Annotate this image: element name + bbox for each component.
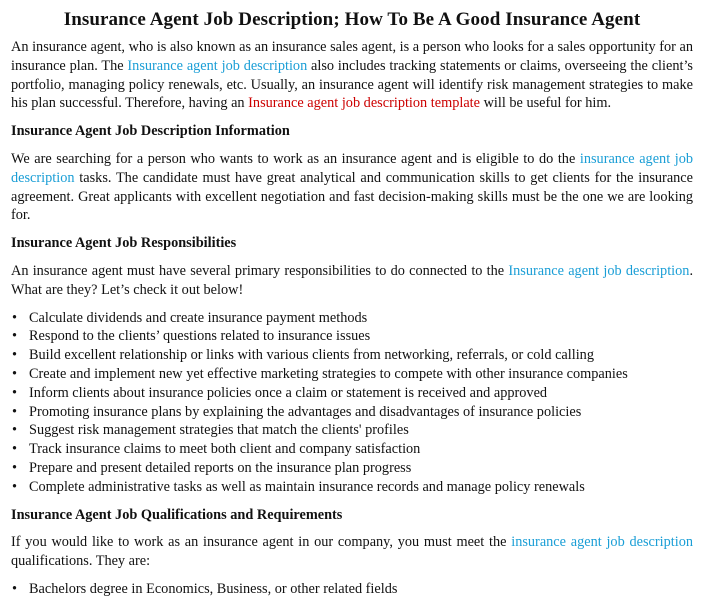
section-heading-information: Insurance Agent Job Description Information [11,123,290,140]
list-item: • Calculate dividends and create insurance payment methods [11,309,693,328]
intro-paragraph [11,38,693,113]
qualifications-text-2: qualifications. They are: [11,553,151,570]
list-item: • Complete administrative tasks as well as maintain insurance records and manage policy renewals [11,478,693,497]
intro-link-job-description[interactable]: Insurance agent job description [127,57,308,74]
information-text-1: We are searching for a person who wants to work as an insurance agent and is eligible to do the [11,150,580,167]
qualifications-paragraph [11,533,693,571]
list-item: • Build excellent relationship or links with various clients from networking, referrals, or cold calling [11,346,693,365]
list-item: • Inform clients about insurance policies once a claim or statement is received and approved [11,384,693,403]
intro-link-template[interactable]: Insurance agent job description template [248,95,480,112]
information-text-2: tasks. The candidate must have great analytical and communication skills to get clients for the insurance agreement. Great applicants with excellent negotiation and fast decision-making skills must be the one we are looking for. [11,169,693,224]
intro-text-2: also includes tracking statements or claims, overseeing the client’s portfolio, managing policy renewals, etc. Usually, an insurance agent will identify risk management strategies to make his plan successful. Therefore, having an [11,57,693,112]
section-heading-responsibilities: Insurance Agent Job Responsibilities [11,235,237,252]
spacer [11,141,693,150]
responsibilities-paragraph [11,262,693,300]
spacer [11,225,693,234]
list-item: • Promoting insurance plans by explaining the advantages and disadvantages of insurance policies [11,403,693,422]
qualifications-link[interactable]: insurance agent job description [511,534,693,551]
spacer [11,524,693,533]
list-item: • Suggest risk management strategies that match the clients' profiles [11,421,693,440]
list-item: • Respond to the clients’ questions related to insurance issues [11,327,693,346]
page-title: Insurance Agent Job Description; How To Be A Good Insurance Agent [63,9,641,30]
responsibilities-text-2: . What are they? Let’s check it out below! [11,262,694,298]
information-paragraph [11,150,693,225]
section-heading-qualifications: Insurance Agent Job Qualifications and Requirements [11,506,343,523]
spacer [11,497,693,506]
list-item: • Track insurance claims to meet both client and company satisfaction [11,440,693,459]
responsibilities-text-1: An insurance agent must have several primary responsibilities to do connected to the [11,262,509,279]
spacer [11,571,693,580]
list-item: • Create and implement new yet effective marketing strategies to compete with other insurance companies [11,365,693,384]
responsibilities-list [11,309,693,497]
spacer [11,113,693,122]
qualifications-list [11,580,693,599]
spacer [11,253,693,262]
list-item: • Bachelors degree in Economics, Business, or other related fields [11,580,693,599]
spacer [11,300,693,309]
information-link[interactable]: insurance agent job description [11,150,693,186]
intro-text-1: An insurance agent, who is also known as an insurance sales agent, is a person who looks for a sales opportunity for an insurance plan. The [11,39,693,74]
list-item: • Prepare and present detailed reports on the insurance plan progress [11,459,693,478]
responsibilities-link[interactable]: Insurance agent job description [508,262,690,279]
intro-text-3: will be useful for him. [480,95,612,112]
qualifications-text-1: If you would like to work as an insurance agent in our company, you must meet the [11,534,512,551]
